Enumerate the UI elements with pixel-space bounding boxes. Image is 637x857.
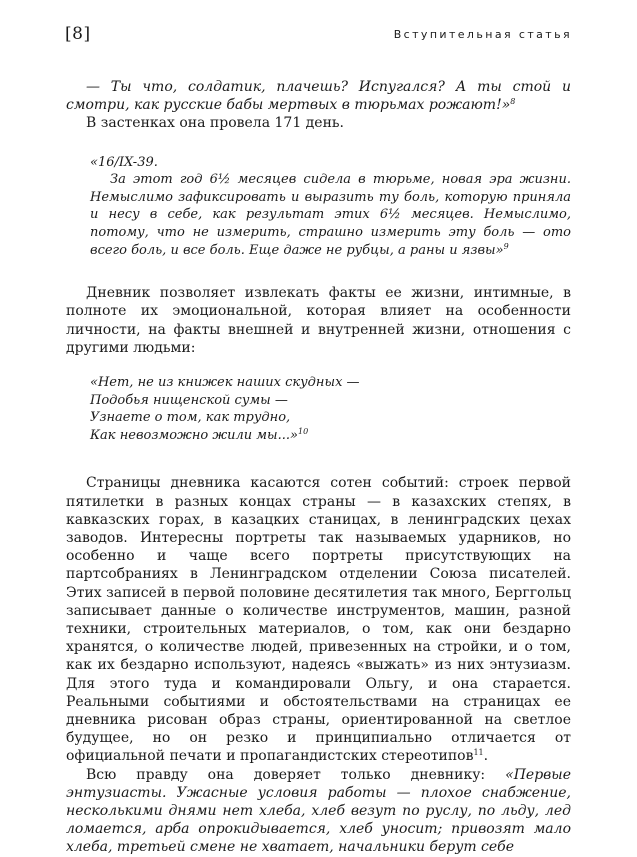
page-number: [8]: [65, 24, 91, 44]
page-header: [65, 24, 572, 46]
truth-lead: Всю правду она доверяет только дневнику:: [86, 766, 506, 783]
footnote-ref-9: 9: [503, 241, 509, 251]
running-title: Вступительная статья: [393, 28, 572, 41]
opening-quote-paragraph: [66, 78, 571, 114]
truth-paragraph: [66, 766, 571, 857]
prison-days-paragraph: В застенках она провела 171 день.: [86, 115, 344, 132]
verse-line-4: Как невозможно жили мы...»: [90, 427, 298, 443]
truth-quote: «Первые энтузиасты. Ужасные условия работы — плохое снабжение, несколькими днями нет хлеба, хлеб везут по руслу, по льду, лед ломается, арба опрокидывается, хлеб уносит; привозят мало хлеба, третьей смене не хватает, начальники берут себе: [66, 766, 571, 856]
verse-line-1: «Нет, не из книжек наших скудных —: [90, 374, 360, 390]
opening-quote-text: — Ты что, солдатик, плачешь? Испугался? А ты стой и смотри, как русские бабы мертвых в тюрьмах рожают!»: [66, 79, 571, 114]
diary-pages-text: Страницы дневника касаются сотен событий: строек первой пятилетки в разных концах страны — в казахских степях, в кавказских горах, в казацких станицах, в ленинградских цехах заводов. Интересны портреты так называемых ударников, но особенно и чаще всего портреты присутствующих на партсобраниях в Ленинградском отделении Союза писателей. Этих записей в первой половине десятилетия так много, Берггольц записывает данные о количестве инструментов, машин, разной техники, строительных материалов, о том, как они бездарно хранятся, о количестве людей, привезенных на стройки, и о том, как их бездарно используют, надеясь «выжать» из них энтузиазм. Для этого туда и командировали Ольгу, и она старается. Реальными событиями и обстоятельствами на страницах ее дневника рисован образ страны, ориентированной на светлое будущее, но он резко и принципиально отличается от официальной печати и пропагандистских стереотипов: [66, 475, 571, 765]
diary-entry-quote: [90, 154, 571, 260]
footnote-ref-8: 8: [510, 97, 516, 107]
verse-line-2: Подобья нищенской сумы —: [90, 392, 288, 408]
diary-entry-date: «16/IX-39.: [90, 154, 158, 170]
verse-line-4-wrapper: [90, 427, 571, 445]
diary-pages-paragraph: Страницы дневника касаются сотен событий: строек первой пятилетки в разных концах страны — в казахских степях, в кавказских горах, в казацких станицах, в ленинградских цехах заводов. Интересны портреты так называемых ударников, но особенно и чаще всего портреты присутствующих на партсобраниях в Ленинградском отделении Союза писателей. Этих записей в первой половине десятилетия так много, Берггольц записывает данные о количестве инструментов, машин, разной техники, строительных материалов, о том, как они бездарно хранятся, о количестве людей, привезенных на стройки, и о том, как их бездарно используют, надеясь «выжать» из них энтузиазм. Для этого туда и командировали Ольгу, и она старается. Реальными событиями и обстоятельствами на страницах ее дневника рисован образ страны, ориентированной на светлое будущее, но он резко и принципиально отличается от официальной печати и пропагандистских стереотипов$^{11}$.: [66, 475, 571, 765]
diary-entry-text: За этот год 6½ месяцев сидела в тюрьме, новая эра жизни. Немыслимо зафиксировать и выразить ту боль, которую приняла и несу в себе, как результат этих 6½ месяцев. Немыслимо, потому, что не измерить, страшно измерить эту боль — ото всего боль, и все боль. Еще даже не рубцы, а раны и язвы»: [90, 172, 571, 258]
body-text: [66, 78, 571, 857]
verse-line-3: Узнаете о том, как трудно,: [90, 410, 291, 426]
footnote-ref-11: 11: [473, 748, 484, 758]
verse-quote: [90, 374, 571, 444]
diary-facts-paragraph: Дневник позволяет извлекать факты ее жизни, интимные, в полноте их эмоциональной, которая влияет на особенности личности, на факты внешней и внутренней жизни, отношения с другими людьми:: [66, 285, 571, 356]
diary-entry-text-paragraph: [90, 171, 571, 259]
footnote-ref-10: 10: [298, 426, 309, 436]
